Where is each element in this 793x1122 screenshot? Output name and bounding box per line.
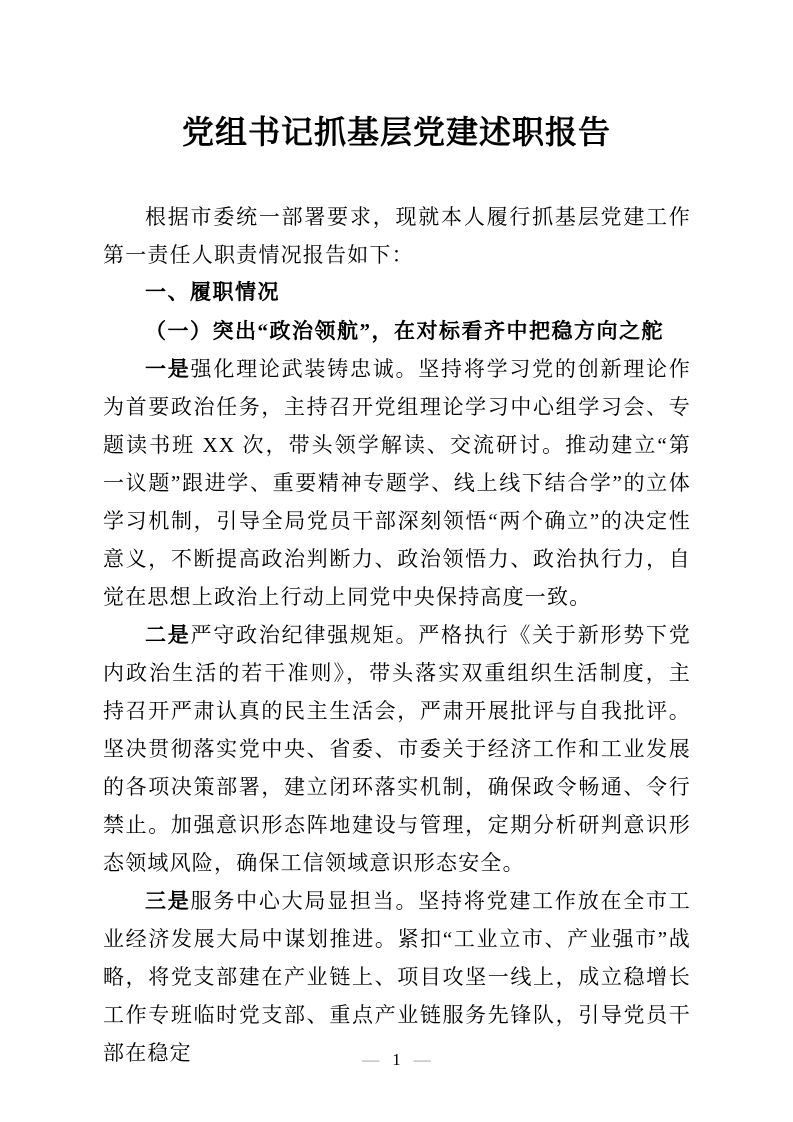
paragraph-lead: 二是 xyxy=(145,623,191,647)
paragraph-lead: 三是 xyxy=(145,889,191,913)
document-body xyxy=(103,198,691,1072)
page-footer xyxy=(0,1050,793,1070)
subsection-heading-1: （一）突出“政治领航”，在对标看齐中把稳方向之舵 xyxy=(145,319,664,343)
point-paragraph-3: 三是服务中心大局显担当。坚持将党建工作放在全市工业经济发展大局中谋划推进。紧扣“工业立市、产业强市”战略，将党支部建在产业链上、项目攻坚一线上，成立稳增长工作专班临时党支部、重点产业链服务先锋队，引导党员干部在稳定 xyxy=(103,889,691,1065)
footer-dash-left-icon: — xyxy=(362,1050,380,1069)
section-heading-1: 一、履职情况 xyxy=(145,281,280,304)
intro-paragraph: 根据市委统一部署要求，现就本人履行抓基层党建工作第一责任人职责情况报告如下： xyxy=(103,205,691,267)
paragraph-lead: 一是 xyxy=(145,357,191,381)
page-number: 1 xyxy=(392,1050,401,1069)
document-title: 党组书记抓基层党建述职报告 xyxy=(181,114,611,150)
point-paragraph-1: 一是强化理论武装铸忠诚。坚持将学习党的创新理论作为首要政治任务，主持召开党组理论学习中心组学习会、专题读书班 XX 次，带头领学解读、交流研讨。推动建立“第一议题”跟进学、重要精神专题学、线上线下结合学”的立体学习机制，引导全局党员干部深刻领悟“两个确立”的决定性意义，不断提高政治判断力、政治领悟力、政治执行力，自觉在思想上政治上行动上同党中央保持高度一致。 xyxy=(103,357,691,609)
point-paragraph-2: 二是严守政治纪律强规矩。严格执行《关于新形势下党内政治生活的若干准则》，带头落实双重组织生活制度，主持召开严肃认真的民主生活会，严肃开展批评与自我批评。坚决贯彻落实党中央、省委、市委关于经济工作和工业发展的各项决策部署，建立闭环落实机制，确保政令畅通、令行禁止。加强意识形态阵地建设与管理，定期分析研判意识形态领域风险，确保工信领域意识形态安全。 xyxy=(103,623,691,875)
footer-dash-right-icon: — xyxy=(413,1050,431,1069)
